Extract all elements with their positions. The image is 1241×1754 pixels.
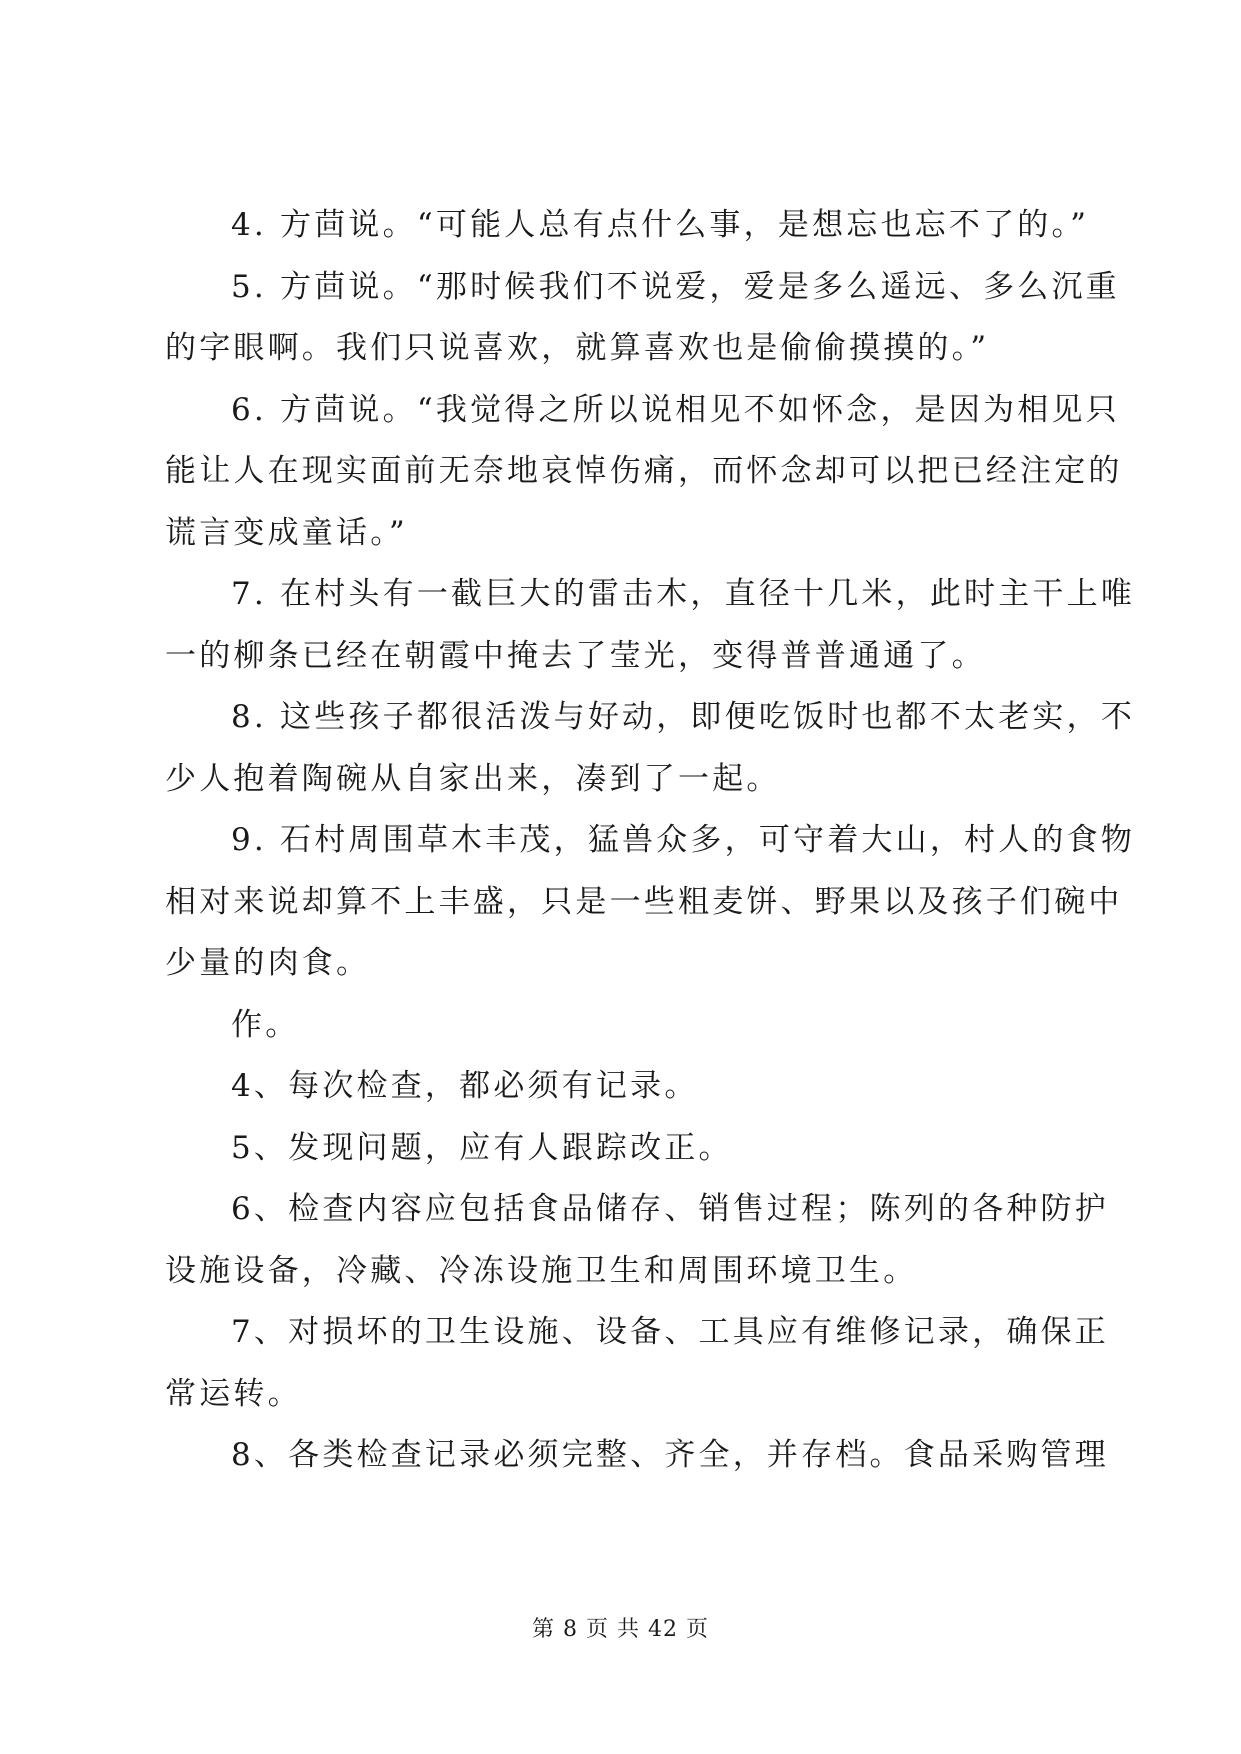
page-footer: 第 8 页 共 42 页 [532,1617,709,1642]
text-line: 4、每次检查，都必须有记录。 [231,1068,699,1104]
text-line: 谎言变成童话。” [165,514,408,551]
text-line: 6. 方茴说。“我觉得之所以说相见不如怀念，是因为相见只 [231,391,1120,428]
text-line: 设施设备，冷藏、冷冻设施卫生和周围环境卫生。 [165,1252,918,1289]
text-line: 相对来说却算不上丰盛，只是一些粗麦饼、野果以及孩子们碗中 [165,883,1123,920]
text-line: 8. 这些孩子都很活泼与好动，即便吃饭时也都不太老实，不 [231,699,1136,735]
text-line: 作。 [231,1006,300,1043]
text-line: 5. 方茴说。“那时候我们不说爱，爱是多么遥远、多么沉重 [231,268,1120,305]
text-line: 的字眼啊。我们只说喜欢，就算喜欢也是偷偷摸摸的。” [165,330,990,366]
text-line: 常运转。 [165,1375,302,1412]
text-line: 8、各类检查记录必须完整、齐全，并存档。食品采购管理 [231,1437,1109,1473]
text-line: 6、检查内容应包括食品储存、销售过程；陈列的各种防护 [231,1191,1109,1227]
text-line: 9. 石村周围草木丰茂，猛兽众多，可守着大山，村人的食物 [231,822,1136,858]
text-line: 一的柳条已经在朝霞中掩去了莹光，变得普普通通了。 [165,637,986,674]
text-line: 少人抱着陶碗从自家出来，凑到了一起。 [165,760,781,797]
text-line: 能让人在现实面前无奈地哀悼伤痛，而怀念却可以把已经注定的 [165,453,1123,489]
text-line: 少量的肉食。 [165,945,371,981]
text-line: 4. 方茴说。“可能人总有点什么事，是想忘也忘不了的。” [231,207,1090,243]
text-line: 7. 在村头有一截巨大的雷击木，直径十几米，此时主干上唯 [231,576,1136,612]
text-line: 5、发现问题，应有人跟踪改正。 [231,1129,733,1166]
text-line: 7、对损坏的卫生设施、设备、工具应有维修记录，确保正 [231,1314,1109,1350]
document-body [165,195,1136,1487]
